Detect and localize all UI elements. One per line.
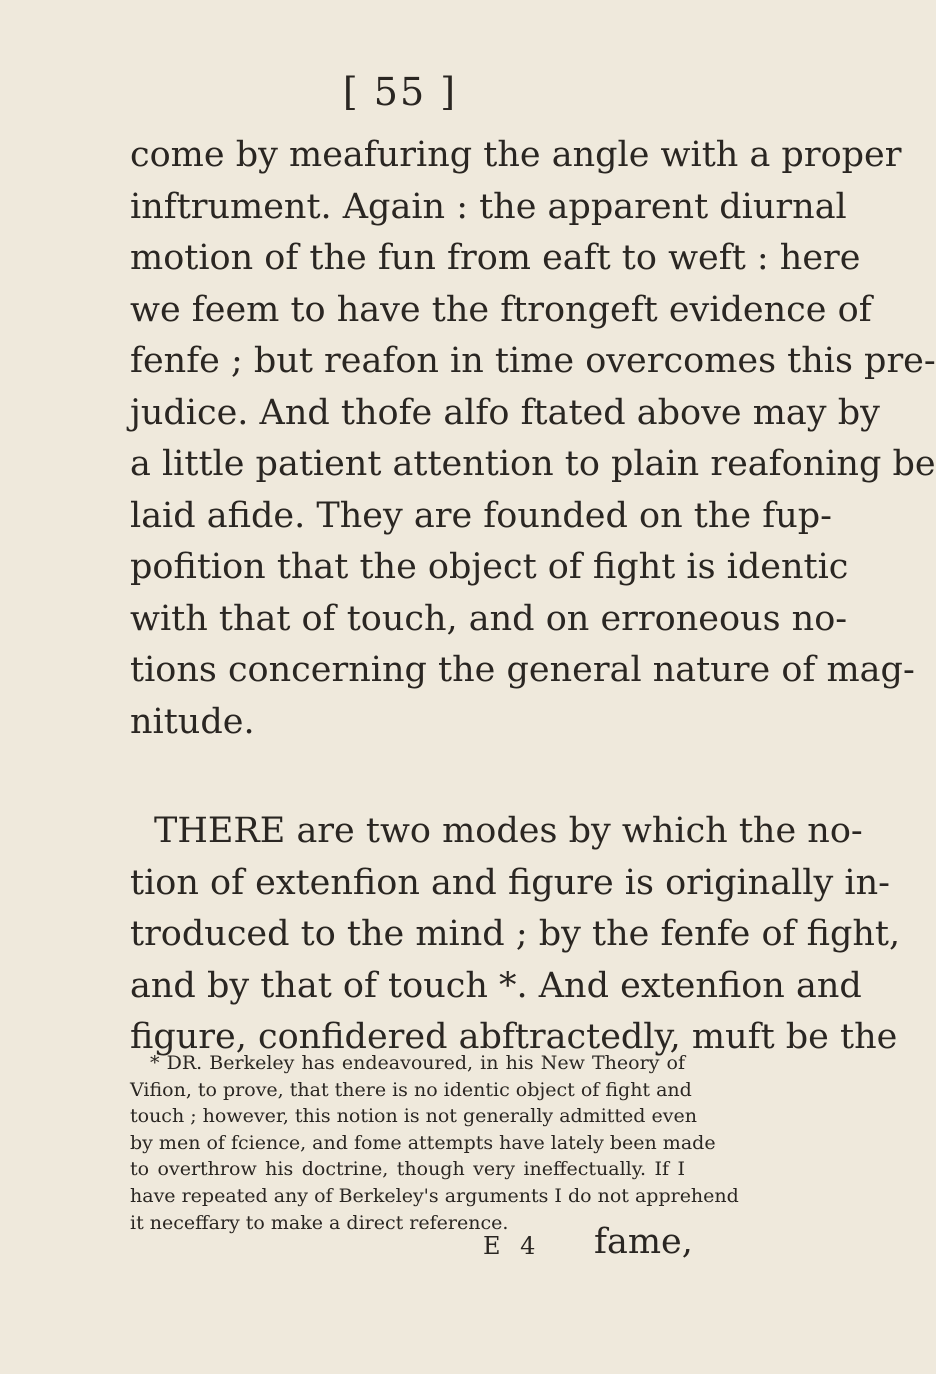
footnote-line: it neceffary to make a direct reference.: [130, 1211, 509, 1234]
text-line: troduced to the mind ; by the fenfe of fight,: [130, 914, 901, 954]
text-line: inftrument. Again : the apparent diurnal: [130, 186, 847, 227]
text-line: and by that of touch *. And extenfion and: [130, 965, 862, 1006]
main-text: [130, 130, 936, 1064]
text-line: we feem to have the ftrongeft evidence of: [130, 289, 872, 330]
footnote-line: touch ; however, this notion is not generally admitted even: [130, 1105, 697, 1128]
text-line: figure, confidered abftractedly, muft be the: [130, 1017, 898, 1057]
footnote-line: Vifion, to prove, that there is no identic object of fight and: [130, 1078, 692, 1101]
catchword: fame,: [594, 1222, 693, 1262]
paragraph-gap: [130, 748, 685, 806]
text-line: a little patient attention to plain reafoning be: [130, 444, 936, 484]
text-line: fenfe ; but reafon in time overcomes this pre-: [130, 341, 936, 381]
text-line: with that of touch, and on erroneous no-: [130, 598, 848, 639]
text-line: nitude.: [130, 701, 255, 742]
text-line: come by meafuring the angle with a proper: [130, 135, 902, 175]
text-line: tions concerning the general nature of mag-: [130, 650, 915, 690]
text-line: pofition that the object of fight is identic: [130, 547, 849, 587]
text-line: laid afide. They are founded on the fup-: [130, 495, 832, 536]
signature-mark: E 4: [483, 1232, 542, 1260]
footnote-line: have repeated any of Berkeley's arguments I do not apprehend: [130, 1184, 739, 1207]
text-line: motion of the fun from eaft to weft : here: [130, 238, 861, 278]
footnote-line: to overthrow his doctrine, though very ineffectually. If I: [130, 1158, 685, 1181]
text-line: tion of extenfion and figure is originally in-: [130, 862, 890, 903]
text-line: judice. And thofe alfo ftated above may by: [130, 392, 880, 433]
footnote: [130, 1050, 739, 1236]
page-number-header: [ 55 ]: [342, 70, 458, 114]
footnote-line: by men of fcience, and fome attempts have lately been made: [130, 1131, 716, 1154]
footnote-line: * DR. Berkeley has endeavoured, in his New Theory of: [150, 1052, 685, 1074]
text-line: THERE are two modes by which the no-: [154, 811, 863, 851]
